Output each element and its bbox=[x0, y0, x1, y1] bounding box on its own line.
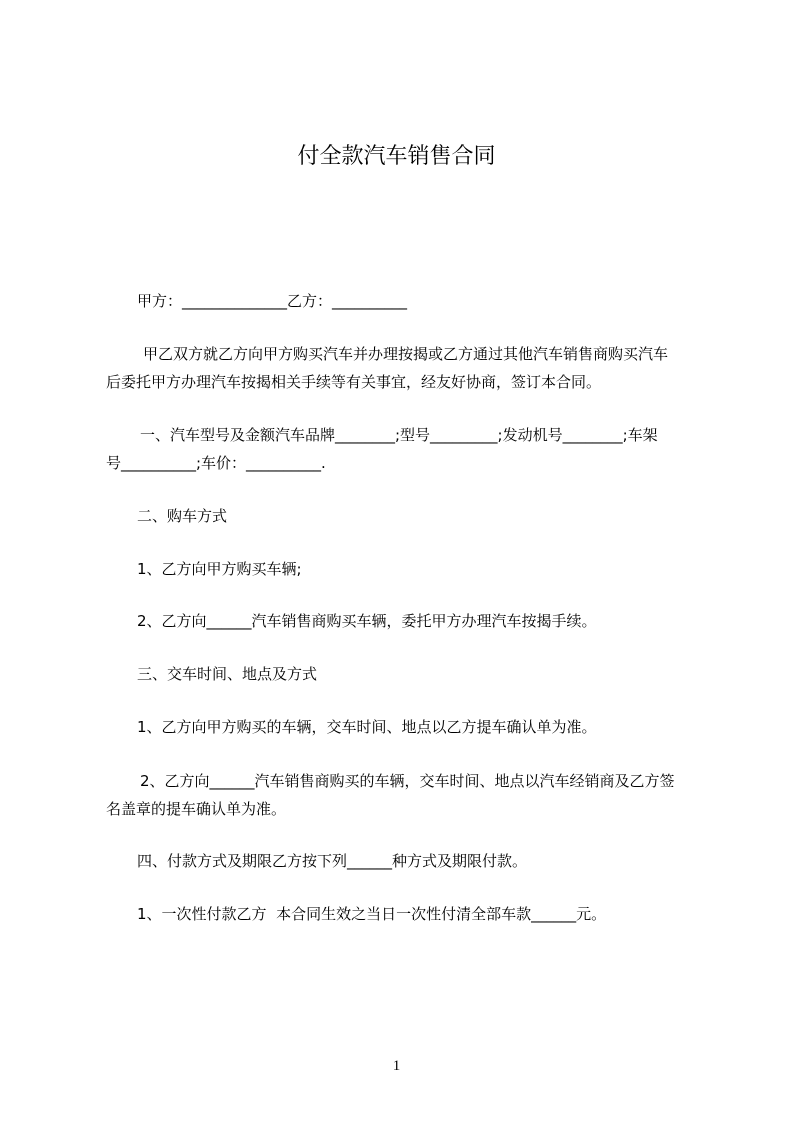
section1-line-1: 一、汽车型号及金额汽车品牌________;型号_________;发动机号________;车架 bbox=[140, 426, 658, 444]
page-number: 1 bbox=[392, 1058, 401, 1074]
document-title: 付全款汽车销售合同 bbox=[297, 144, 496, 169]
section2-item-1: 1、乙方向甲方购买车辆; bbox=[137, 560, 302, 578]
section4-heading: 四、付款方式及期限乙方按下列______种方式及期限付款。 bbox=[137, 852, 528, 870]
preamble-line-1: 甲乙双方就乙方向甲方购买汽车并办理按揭或乙方通过其他汽车销售商购买汽车 bbox=[143, 345, 669, 363]
section3-item-2-line-2: 名盖章的提车确认单为准。 bbox=[106, 800, 287, 818]
section3-heading: 三、交车时间、地点及方式 bbox=[137, 665, 318, 683]
section2-item-2: 2、乙方向______汽车销售商购买车辆，委托甲方办理汽车按揭手续。 bbox=[137, 612, 597, 630]
preamble-line-2: 后委托甲方办理汽车按揭相关手续等有关事宜，经友好协商，签订本合同。 bbox=[106, 373, 602, 391]
section2-heading: 二、购车方式 bbox=[137, 507, 228, 525]
section3-item-1: 1、乙方向甲方购买的车辆，交车时间、地点以乙方提车确认单为准。 bbox=[137, 718, 597, 736]
section4-item-1: 1、一次性付款乙方 本合同生效之当日一次性付清全部车款______元。 bbox=[137, 905, 607, 923]
section1-line-2: 号__________;车价：__________. bbox=[106, 454, 326, 472]
section3-item-2-line-1: 2、乙方向______汽车销售商购买的车辆，交车时间、地点以汽车经销商及乙方签 bbox=[140, 772, 675, 790]
parties-line: 甲方：______________乙方：__________ bbox=[137, 292, 408, 310]
